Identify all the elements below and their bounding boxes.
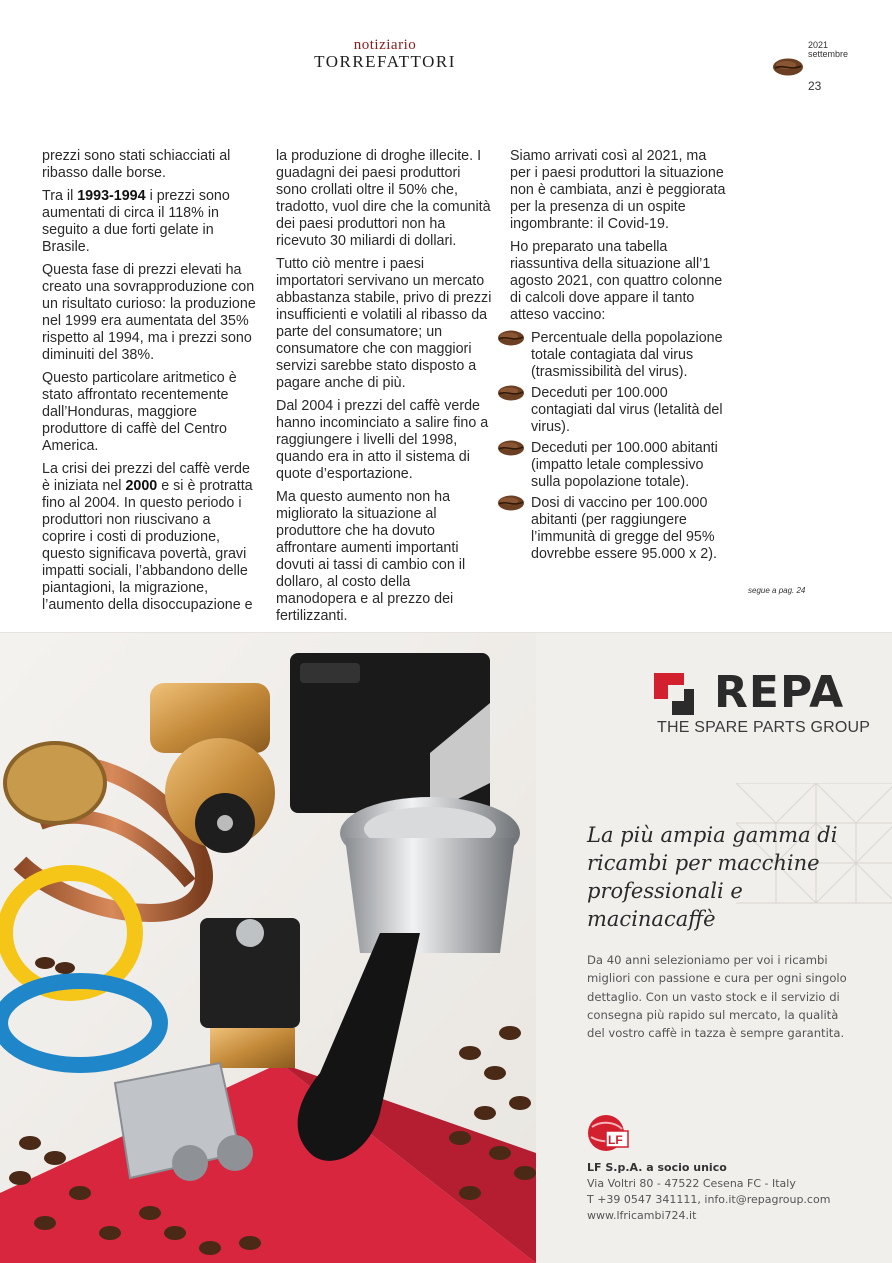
paragraph: Dal 2004 i prezzi del caffè verde hanno incominciato a salire fino a raggiungere i livelli del 1998, quando era in atto il sistema di quote d’esportazione. <box>276 398 489 482</box>
bullet-list <box>510 330 730 563</box>
lf-logo-icon <box>586 1113 630 1153</box>
issue-date <box>808 41 848 59</box>
list-item <box>510 495 730 563</box>
paragraph: Tutto ciò mentre i paesi importatori servivano un mercato abbastanza stabile, privo di prezzi insufficienti e volatili al ribasso da parte del consumatore; un consumatore che con maggiori servizi sarebbe stato disposto a pagare anche di più. <box>276 256 492 391</box>
masthead-top: notiziario <box>353 37 417 53</box>
bold-year: 2000 <box>125 478 158 494</box>
issue-month: settembre <box>808 49 849 59</box>
paragraph: prezzi sono stati schiacciati al ribasso dalle borse. <box>42 148 231 181</box>
company-address: Via Voltri 80 - 47522 Cesena FC - Italy <box>587 1177 796 1190</box>
masthead <box>300 38 470 71</box>
paragraph <box>42 461 257 614</box>
issue-year: 2021 <box>808 40 829 50</box>
continued-note: segue a pag. 24 <box>748 586 806 595</box>
coffee-bean-icon <box>496 493 526 513</box>
repa-logo-icon <box>654 673 698 717</box>
coffee-bean-icon <box>496 383 526 403</box>
article-column-2 <box>276 148 494 631</box>
list-item <box>510 440 730 491</box>
article-column-1 <box>42 148 257 620</box>
paragraph: Questa fase di prezzi elevati ha creato una sovrapproduzione con un risultato curioso: la produzione nel 1999 era aumentata del 35% rispetto al 1994, ma i prezzi sono diminuiti del 38%. <box>42 262 256 363</box>
article-column-3 <box>510 148 730 567</box>
ad-headline: La più ampia gamma di ricambi per macchine professionali e macinacaffè <box>587 823 838 931</box>
list-item-text: Percentuale della popolazione totale contagiata dal virus (trasmissibilità del virus). <box>531 330 723 380</box>
masthead-title: TORREFATTORI <box>314 52 456 71</box>
paragraph: la produzione di droghe illecite. I guadagni dei paesi produttori sono crollati oltre il 50% che, tradotto, vuol dire che la comunità dei paesi produttori non ha ricevuto 30 miliardi di dollari. <box>276 148 491 249</box>
list-item <box>510 385 730 436</box>
list-item <box>510 330 730 381</box>
ad-body-text: Da 40 anni selezioniamo per voi i ricambi migliori con passione e cura per ogni singolo dettaglio. Con un vasto stock e il servizio di consegna più rapido sul mercato, la qualità del vostro caffè in tazza è sempre garantita. <box>587 953 847 1041</box>
company-name: LF S.p.A. a socio unico <box>587 1161 727 1174</box>
coffee-bean-icon <box>496 328 526 348</box>
text-span: Tra il <box>42 188 78 204</box>
coffee-bean-icon <box>772 57 804 77</box>
paragraph: Ma questo aumento non ha migliorato la situazione al produttore che ha dovuto affrontare aumenti importanti dovuti ai tassi di cambio con il dollaro, al costo della manodopera e al prezzo dei fertilizzanti. <box>276 489 466 624</box>
text-span: La crisi dei prezzi del caffè verde è iniziata nel <box>42 461 250 494</box>
paragraph: Questo particolare aritmetico è stato affrontato recentemente dall’Honduras, maggiore produttore di caffè del Centro America. <box>42 370 237 454</box>
text-span: e si è protratta fino al 2004. In questo periodo i produttori non riuscivano a coprire i costi di produzione, questo significava povertà, gravi impatti sociali, l’abbandono delle piantagioni, la migrazione, l’aumento della disoccupazione e <box>42 478 253 613</box>
bold-years: 1993-1994 <box>77 188 146 204</box>
product-photo <box>0 633 536 1263</box>
advertisement <box>0 632 892 1263</box>
text-span: i prezzi sono aumentati di circa il 118% in seguito a due forti gelate in Brasile. <box>42 188 230 255</box>
paragraph: Siamo arrivati così al 2021, ma per i paesi produttori la situazione non è cambiata, anzi è peggiorata per la presenza di un ospite ingombrante: il Covid-19. <box>510 148 726 232</box>
ad-text-panel <box>536 633 892 1263</box>
spare-parts-photo-illustration <box>0 633 536 1263</box>
list-item-text: Dosi di vaccino per 100.000 abitanti (per raggiungere l’immunità di gregge del 95% dovrebbe essere 95.000 x 2). <box>531 495 717 562</box>
paragraph: Ho preparato una tabella riassuntiva della situazione all’1 agosto 2021, con quattro colonne di calcoli dove appare il tanto atteso vaccino: <box>510 239 723 323</box>
page-number: 23 <box>808 79 822 93</box>
company-contacts[interactable]: T +39 0547 341111, info.it@repagroup.com <box>587 1193 831 1206</box>
company-website-link[interactable]: www.lfricambi724.it <box>587 1209 697 1222</box>
brand-name: REPA <box>714 667 845 718</box>
company-info <box>587 1160 877 1224</box>
brand-tagline: THE SPARE PARTS GROUP <box>657 719 871 736</box>
paragraph <box>42 188 257 256</box>
list-item-text: Deceduti per 100.000 contagiati dal virus (letalità del virus). <box>531 385 723 435</box>
coffee-bean-icon <box>496 438 526 458</box>
list-item-text: Deceduti per 100.000 abitanti (impatto letale complessivo sulla popolazione totale). <box>531 440 718 490</box>
lf-logo-text: LF <box>608 1133 623 1147</box>
